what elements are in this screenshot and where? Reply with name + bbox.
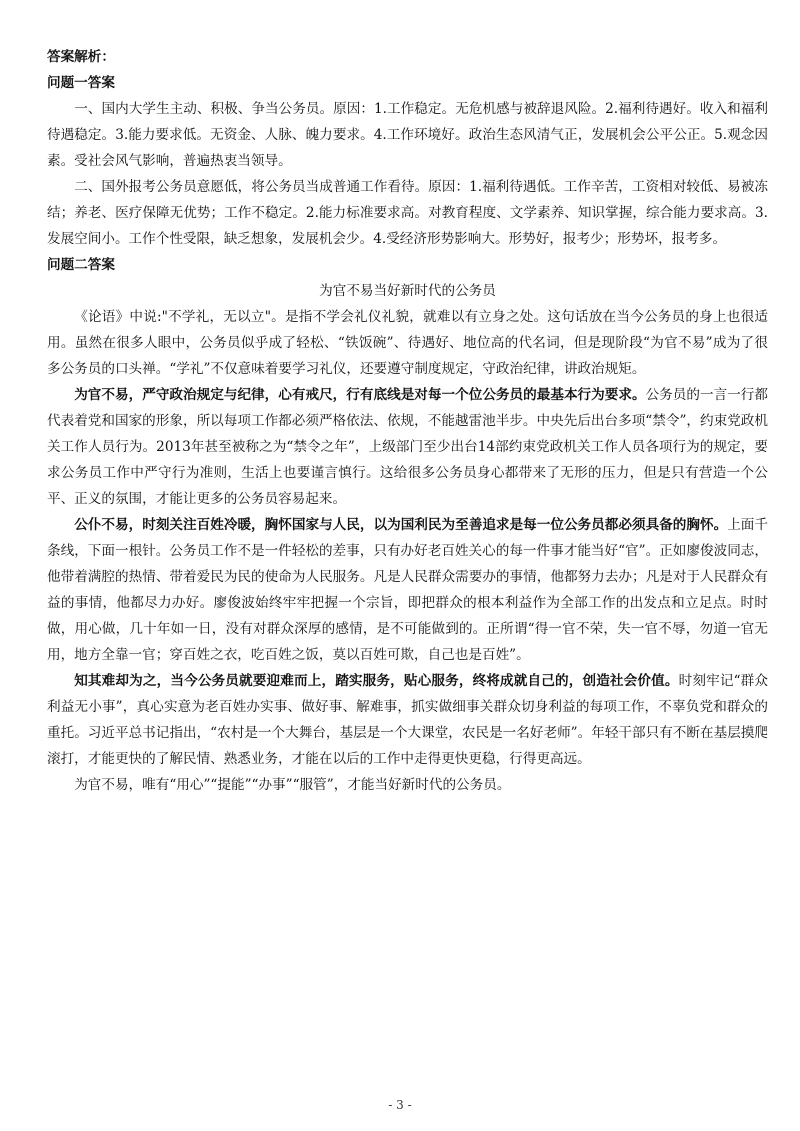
essay-paragraph-4-thesis: 知其难却为之，当今公务员就要迎难而上，踏实服务，贴心服务，终将成就自己的，创造社会价值。 [74, 673, 679, 689]
question-one-paragraph-2: 二、国外报考公务员意愿低，将公务员当成普通工作看待。原因：1.福利待遇低。工作辛苦，工资相对较低、易被冻结；养老、医疗保障无优势；工作不稳定。2.能力标准要求高。对教育程度、文学素养、知识掌握，综合能力要求高。3.发展空间小。工作个性受限，缺乏想象，发展机会少。4.受经济形势影响大。形势好，报考少；形势坏，报考多。 [47, 179, 768, 247]
essay-conclusion: 为官不易，唯有“用心”“提能”“办事”“服管”，才能当好新时代的公务员。 [74, 777, 511, 793]
essay-paragraph-3 [47, 512, 768, 668]
question-two-heading: 问题二答案 [47, 257, 115, 273]
document-body [47, 44, 768, 798]
essay-paragraph-2-body: 公务员的一言一行都代表着党和国家的形象，所以每项工作都必须严格依法、依规，不能越雷池半步。中央先后出台多项“禁令”，约束党政机关工作人员行为。2013年甚至被称之为“禁令之年”，上级部门至少出台14部约束党政机关工作人员各项行为的规定，要求公务员工作中严守行为准则，生活上也要谨言慎行。这给很多公务员身心都带来了无形的压力，但是只有营造一个公平、正义的氛围，才能让更多的公务员容易起来。 [47, 387, 769, 507]
answer-heading: 答案解析： [47, 49, 115, 65]
essay-paragraph-2-thesis: 为官不易，严守政治规定与纪律，心有戒尺，行有底线是对每一个位公务员的最基本行为要求。 [74, 387, 646, 403]
question-one-paragraph-1: 一、国内大学生主动、积极、争当公务员。原因：1.工作稳定。无危机感与被辞退风险。2.福利待遇好。收入和福利待遇稳定。3.能力要求低。无资金、人脉、魄力要求。4.工作环境好。政治生态风清气正，发展机会公平公正。5.观念因素。受社会风气影响，普遍热衷当领导。 [47, 101, 768, 169]
essay-paragraph-1: 《论语》中说:"不学礼，无以立"。是指不学会礼仪礼貌，就难以有立身之处。这句话放在当今公务员的身上也很适用。虽然在很多人眼中，公务员似乎成了轻松、“铁饭碗”、待遇好、地位高的代名词，但是现阶段“为官不易”成为了很多公务员的口头禅。“学礼”不仅意味着要学习礼仪，还要遵守制度规定，守政治纪律，讲政治规矩。 [47, 309, 768, 377]
page-number: - 3 - [388, 1098, 412, 1112]
question-one-heading: 问题一答案 [47, 75, 115, 91]
essay-paragraph-3-thesis: 公仆不易，时刻关注百姓冷暖，胸怀国家与人民，以为国利民为至善追求是每一位公务员都必须具备的胸怀。 [74, 517, 728, 533]
essay-paragraph-3-body: 上面千条线，下面一根针。公务员工作不是一件轻松的差事，只有办好老百姓关心的每一件事才能当好“官”。正如廖俊波同志，他带着满腔的热情、带着爱民为民的使命为人民服务。凡是人民群众需要办的事情，他都努力去办；凡是对于人民群众有益的事情，他都尽力办好。廖俊波始终牢牢把握一个宗旨，即把群众的根本利益作为全部工作的出发点和立足点。时时做，用心做，几十年如一日，没有对群众深厚的感情，是不可能做到的。正所谓“得一官不荣，失一官不辱，勿道一官无用，地方全靠一官；穿百姓之衣，吃百姓之饭，莫以百姓可欺，自己也是百姓”。 [47, 517, 769, 663]
essay-paragraph-4 [47, 668, 768, 772]
essay-paragraph-2 [47, 382, 768, 512]
essay-title: 为官不易当好新时代的公务员 [319, 283, 496, 299]
essay-paragraph-4-body: 时刻牢记“群众利益无小事”，真心实意为老百姓办实事、做好事、解难事，抓实做细事关群众切身利益的每项工作，不辜负党和群众的重托。习近平总书记指出，“农村是一个大舞台，基层是一个大课堂，农民是一名好老师”。年轻干部只有不断在基层摸爬滚打，才能更快的了解民情、熟悉业务，才能在以后的工作中走得更快更稳，行得更高远。 [47, 673, 768, 767]
